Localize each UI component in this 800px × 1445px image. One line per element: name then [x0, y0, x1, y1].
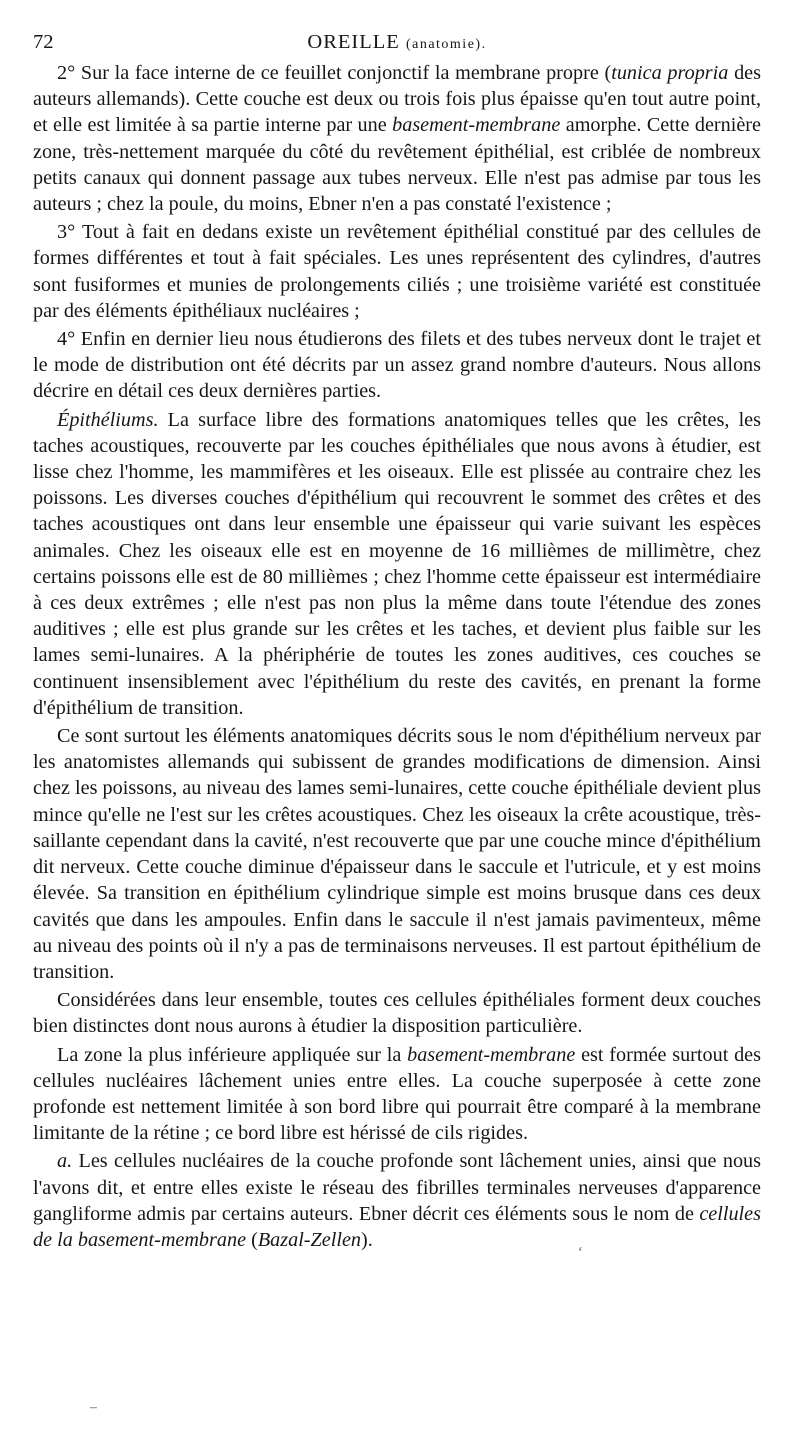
running-head	[33, 24, 761, 60]
paragraph-5: Ce sont surtout les éléments anatomiques décrits sous le nom d'épithélium nerveux par les anatomistes allemands qui subissent de grandes modifications de dimension. Ainsi chez les poissons, au niveau des lames semi-lunaires, cette couche épithéliale devient plus mince qu'elle ne l'est sur les crêtes acoustiques. Chez les oiseaux la crête acoustique, très-saillante cependant dans la cavité, n'est recouverte que par une couche mince d'épithélium dit nerveux. Cette couche diminue d'épaisseur dans le saccule et l'utricule, et y est moins élevée. Sa transition en épithélium cylindrique simple est moins brusque dans ces deux cavités que dans les ampoules. Enfin dans le saccule il n'est jamais pavimenteux, même au niveau des points où il n'y a pas de terminaisons nerveuses. Il est partout épithélium de transition.	[33, 725, 761, 983]
paragraph-6: Considérées dans leur ensemble, toutes ces cellules épithéliales forment deux couches bien distinctes dont nous aurons à étudier la disposition particulière.	[33, 989, 761, 1038]
term-basement-membrane: basement-membrane	[392, 114, 561, 137]
page-number: 72	[33, 31, 54, 53]
running-title-main: OREILLE	[307, 31, 400, 53]
term-bazal-zellen: Bazal-Zellen	[257, 1228, 361, 1251]
section-heading: Épithéliums.	[57, 408, 159, 431]
list-lead: a.	[57, 1150, 73, 1173]
paragraph-2: 3° Tout à fait en dedans existe un revêtement épithélial constitué par des cellules de formes différentes et tout à fait spéciales. Les unes représentent des cylindres, d'autres sont fusiformes et munies de prolongements ciliés ; une troisième variété est constituée par des éléments épithéliaux nucléaires ;	[33, 221, 761, 322]
body-text	[33, 60, 761, 1253]
running-title	[33, 24, 761, 63]
term-cellules: cellules de la basement-membrane	[33, 1202, 761, 1251]
term-basement-membrane: basement-membrane	[407, 1043, 576, 1066]
running-title-sub: (anatomie).	[405, 37, 487, 52]
paragraph-8: a. Les cellules nucléaires de la couche profonde sont lâchement unies, ainsi que nous l'avons dit, et entre elles existe le réseau des fibrilles terminales nerveuses d'apparence gangliforme admis par certains auteurs. Ebner décrit ces éléments sous le nom de cellules de la basement-membrane (Bazal-Zellen).	[33, 1150, 761, 1251]
stray-tick-mark: ʻ	[578, 1245, 583, 1260]
book-page	[33, 24, 761, 1424]
paragraph-7: La zone la plus inférieure appliquée sur la basement-membrane est formée surtout des cellules nucléaires lâchement unies entre elles. La couche superposée à cette zone profonde est nettement limitée à son bord libre qui pourrait être comparé à la membrane limitante de la rétine ; ce bord libre est hérissé de cils rigides.	[33, 1043, 762, 1145]
paragraph-3: 4° Enfin en dernier lieu nous étudierons des filets et des tubes nerveux dont le trajet et le mode de distribution ont été décrits par un assez grand nombre d'auteurs. Nous allons décrire en détail ces deux dernières parties.	[33, 328, 761, 403]
paragraph-4: Épithéliums. La surface libre des formations anatomiques telles que les crêtes, les taches acoustiques, recouverte par les couches épithéliales que nous avons à étudier, est lisse chez l'homme, les mammifères et les oiseaux. Elle est plissée au contraire chez les poissons. Les diverses couches d'épithélium qui recouvrent le sommet des crêtes et des taches acoustiques ont dans leur ensemble une épaisseur qui varie suivant les espèces animales. Chez les oiseaux elle est en moyenne de 16 millièmes de millimètre, chez certains poissons elle est de 80 millièmes ; chez l'homme cette épaisseur est intermédiaire à ces deux extrêmes ; elle n'est pas non plus la même dans toute l'étendue des zones auditives ; elle est plus grande sur les crêtes et les taches, et devient plus faible sur les lames semi-lunaires. A la phériphérie de toutes les zones auditives, ces couches se continuent insensiblement avec l'épithélium du reste des cavités, en prenant la forme d'épithélium de transition.	[33, 408, 761, 719]
latin-term: tunica propria	[611, 62, 729, 84]
stray-dash-mark: –	[90, 1400, 97, 1415]
paragraph-1: 2° Sur la face interne de ce feuillet conjonctif la membrane propre (tunica propria des auteurs allemands). Cette couche est deux ou trois fois plus épaisse qu'en tout autre point, et elle est limitée à sa partie interne par une basement-membrane amorphe. Cette dernière zone, très-nettement marquée du côté du revêtement épithélial, est criblée de nombreux petits canaux qui donnent passage aux tubes nerveux. Elle n'est pas admise par tous les auteurs ; chez la poule, du moins, Ebner n'en a pas constaté l'existence ;	[33, 62, 761, 216]
